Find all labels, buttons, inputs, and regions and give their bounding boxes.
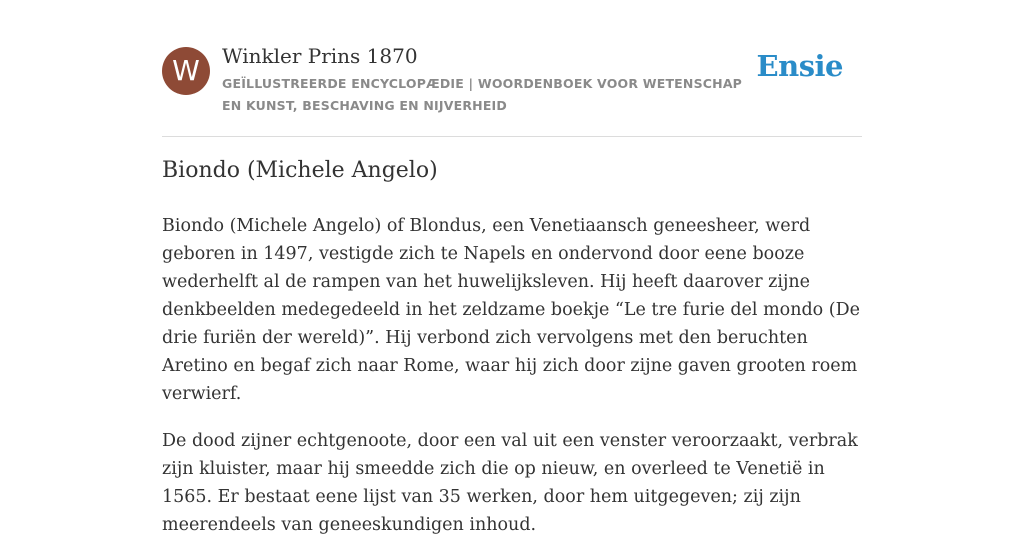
site-name[interactable]: Winkler Prins 1870 xyxy=(222,44,418,68)
paragraph: De dood zijner echtgenoote, door een val uit een venster veroorzaakt, verbrak zijn kluister, maar hij smeedde zich die op nieuw, en overleed te Venetië in 1565. Er bestaat eene lijst van 35 werken, door hem uitgegeven; zij zijn meerendeels van geneeskundigen inhoud. xyxy=(162,431,858,535)
brand-logo[interactable]: Ensie xyxy=(756,49,843,83)
article-body xyxy=(162,212,862,558)
paragraph: Biondo (Michele Angelo) of Blondus, een Venetiaansch geneesheer, werd geboren in 1497, vestigde zich te Napels en ondervond door eene booze wederhelft al de rampen van het huwelijksleven. Hij heeft daarover zijne denkbeelden medegedeeld in het zeldzame boekje “Le tre furie del mondo (De drie furiën der wereld)”. Hij verbond zich vervolgens met den beruchten Aretino en begaf zich naar Rome, waar hij zich door zijne gaven grooten roem verwierf. xyxy=(162,216,860,404)
site-subtitle: GEÏLLUSTREERDE ENCYCLOPÆDIE | WOORDENBOEK VOOR WETENSCHAP EN KUNST, BESCHAVING EN NIJVERHEID xyxy=(222,76,743,113)
article-title: Biondo (Michele Angelo) xyxy=(162,158,438,183)
avatar[interactable]: W xyxy=(162,47,210,95)
page-container xyxy=(162,0,862,535)
header xyxy=(162,0,862,137)
